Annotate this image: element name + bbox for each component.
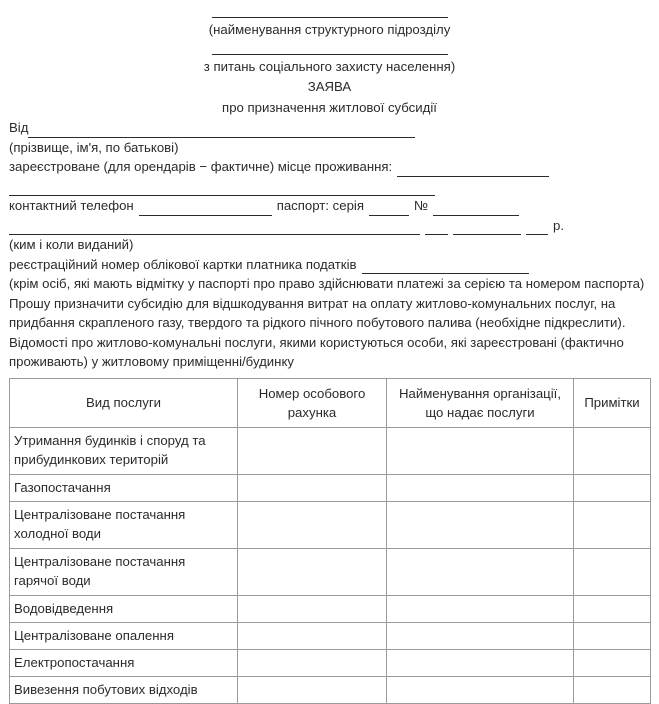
column-header-organization: Найменування організації, що надає послуги bbox=[387, 378, 574, 427]
cell-account[interactable] bbox=[238, 676, 387, 703]
subsidy-application-document bbox=[0, 17, 659, 702]
cell-organization[interactable] bbox=[387, 501, 574, 548]
cell-organization[interactable] bbox=[387, 676, 574, 703]
services-table bbox=[9, 378, 651, 704]
table-row bbox=[10, 548, 651, 595]
passport-series-input[interactable] bbox=[369, 202, 409, 216]
cell-service: Водовідведення bbox=[10, 595, 238, 622]
column-header-notes: Примітки bbox=[574, 378, 651, 427]
phone-label: контактний телефон bbox=[9, 198, 134, 213]
cell-notes[interactable] bbox=[574, 622, 651, 649]
cell-notes[interactable] bbox=[574, 427, 651, 474]
tax-id-label: реєстраційний номер облікової картки платника податків bbox=[9, 256, 357, 272]
phone-passport-line bbox=[9, 196, 650, 216]
document-type-title: ЗАЯВА bbox=[307, 79, 352, 94]
cell-service: Вивезення побутових відходів bbox=[10, 676, 238, 703]
services-intro-paragraph: Відомості про житлово-комунальні послуги, якими користуються особи, які зареєстровані (фактично проживають) у житловому приміщенні/будинку bbox=[9, 334, 624, 369]
passport-label: паспорт: серія bbox=[276, 198, 364, 213]
cell-service: Централізоване постачання холодної води bbox=[10, 501, 238, 548]
residence-input[interactable] bbox=[397, 163, 549, 177]
from-label: Від bbox=[9, 120, 29, 135]
applicant-fields bbox=[9, 118, 650, 372]
column-header-service: Вид послуги bbox=[10, 378, 238, 427]
subdivision-caption: (найменування структурного підрозділу bbox=[208, 22, 451, 37]
cell-account[interactable] bbox=[238, 649, 387, 676]
residence-line bbox=[9, 157, 650, 177]
issue-day-input[interactable] bbox=[425, 221, 448, 235]
cell-organization[interactable] bbox=[387, 649, 574, 676]
tax-id-note: (крім осіб, які мають відмітку у паспорті про право здійснювати платежі за серією та номером паспорта) bbox=[9, 276, 645, 291]
document-subject-title: про призначення житлової субсидії bbox=[222, 99, 437, 115]
tax-id-line bbox=[9, 255, 650, 275]
cell-account[interactable] bbox=[238, 622, 387, 649]
cell-service: Централізоване постачання гарячої води bbox=[10, 548, 238, 595]
table-row bbox=[10, 649, 651, 676]
cell-organization[interactable] bbox=[387, 548, 574, 595]
from-hint: (прізвище, ім'я, по батькові) bbox=[9, 139, 179, 155]
tax-id-input[interactable] bbox=[362, 260, 529, 274]
cell-organization[interactable] bbox=[387, 595, 574, 622]
issued-by-hint: (ким і коли виданий) bbox=[9, 237, 134, 252]
from-line bbox=[9, 118, 650, 138]
table-row bbox=[10, 595, 651, 622]
table-row bbox=[10, 427, 651, 474]
cell-notes[interactable] bbox=[574, 548, 651, 595]
cell-account[interactable] bbox=[238, 474, 387, 501]
cell-notes[interactable] bbox=[574, 595, 651, 622]
cell-account[interactable] bbox=[238, 427, 387, 474]
cell-service: Газопостачання bbox=[10, 474, 238, 501]
table-row bbox=[10, 622, 651, 649]
cell-organization[interactable] bbox=[387, 622, 574, 649]
services-table-body bbox=[10, 427, 651, 703]
cell-service: Централізоване опалення bbox=[10, 622, 238, 649]
residence-continuation-line bbox=[9, 177, 650, 197]
passport-issued-by-input[interactable] bbox=[9, 221, 420, 235]
year-suffix: р. bbox=[553, 217, 564, 233]
column-header-account: Номер особового рахунка bbox=[238, 378, 387, 427]
residence-label: зареєстроване (для орендарів − фактичне) місце проживання: bbox=[9, 159, 393, 174]
cell-service: Утримання будинків і споруд та прибудинкових територій bbox=[10, 427, 238, 474]
document-header bbox=[9, 17, 650, 117]
social-protection-caption: з питань соціального захисту населення) bbox=[203, 58, 456, 74]
table-header-row bbox=[10, 378, 651, 427]
table-row bbox=[10, 676, 651, 703]
cell-notes[interactable] bbox=[574, 676, 651, 703]
subsidy-request-paragraph: Прошу призначити субсидію для відшкодування витрат на оплату житлово-комунальних послуг, на придбання скрапленого газу, твердого та рідкого пічного побутового палива (необхідне підкреслити). bbox=[9, 295, 626, 330]
phone-input[interactable] bbox=[139, 202, 272, 216]
cell-service: Електропостачання bbox=[10, 649, 238, 676]
cell-notes[interactable] bbox=[574, 474, 651, 501]
table-row bbox=[10, 474, 651, 501]
cell-account[interactable] bbox=[238, 548, 387, 595]
cell-notes[interactable] bbox=[574, 501, 651, 548]
from-input[interactable] bbox=[28, 124, 415, 138]
residence-input-continued[interactable] bbox=[9, 182, 435, 196]
cell-organization[interactable] bbox=[387, 427, 574, 474]
passport-number-sign: № bbox=[413, 198, 429, 213]
social-protection-fill-rule[interactable] bbox=[212, 54, 448, 55]
cell-notes[interactable] bbox=[574, 649, 651, 676]
passport-number-input[interactable] bbox=[433, 202, 519, 216]
table-row bbox=[10, 501, 651, 548]
issued-by-date-line bbox=[9, 216, 650, 236]
cell-account[interactable] bbox=[238, 501, 387, 548]
issue-year-input[interactable] bbox=[526, 221, 548, 235]
cell-organization[interactable] bbox=[387, 474, 574, 501]
issue-month-input[interactable] bbox=[453, 221, 521, 235]
subdivision-fill-rule[interactable] bbox=[212, 17, 448, 18]
cell-account[interactable] bbox=[238, 595, 387, 622]
